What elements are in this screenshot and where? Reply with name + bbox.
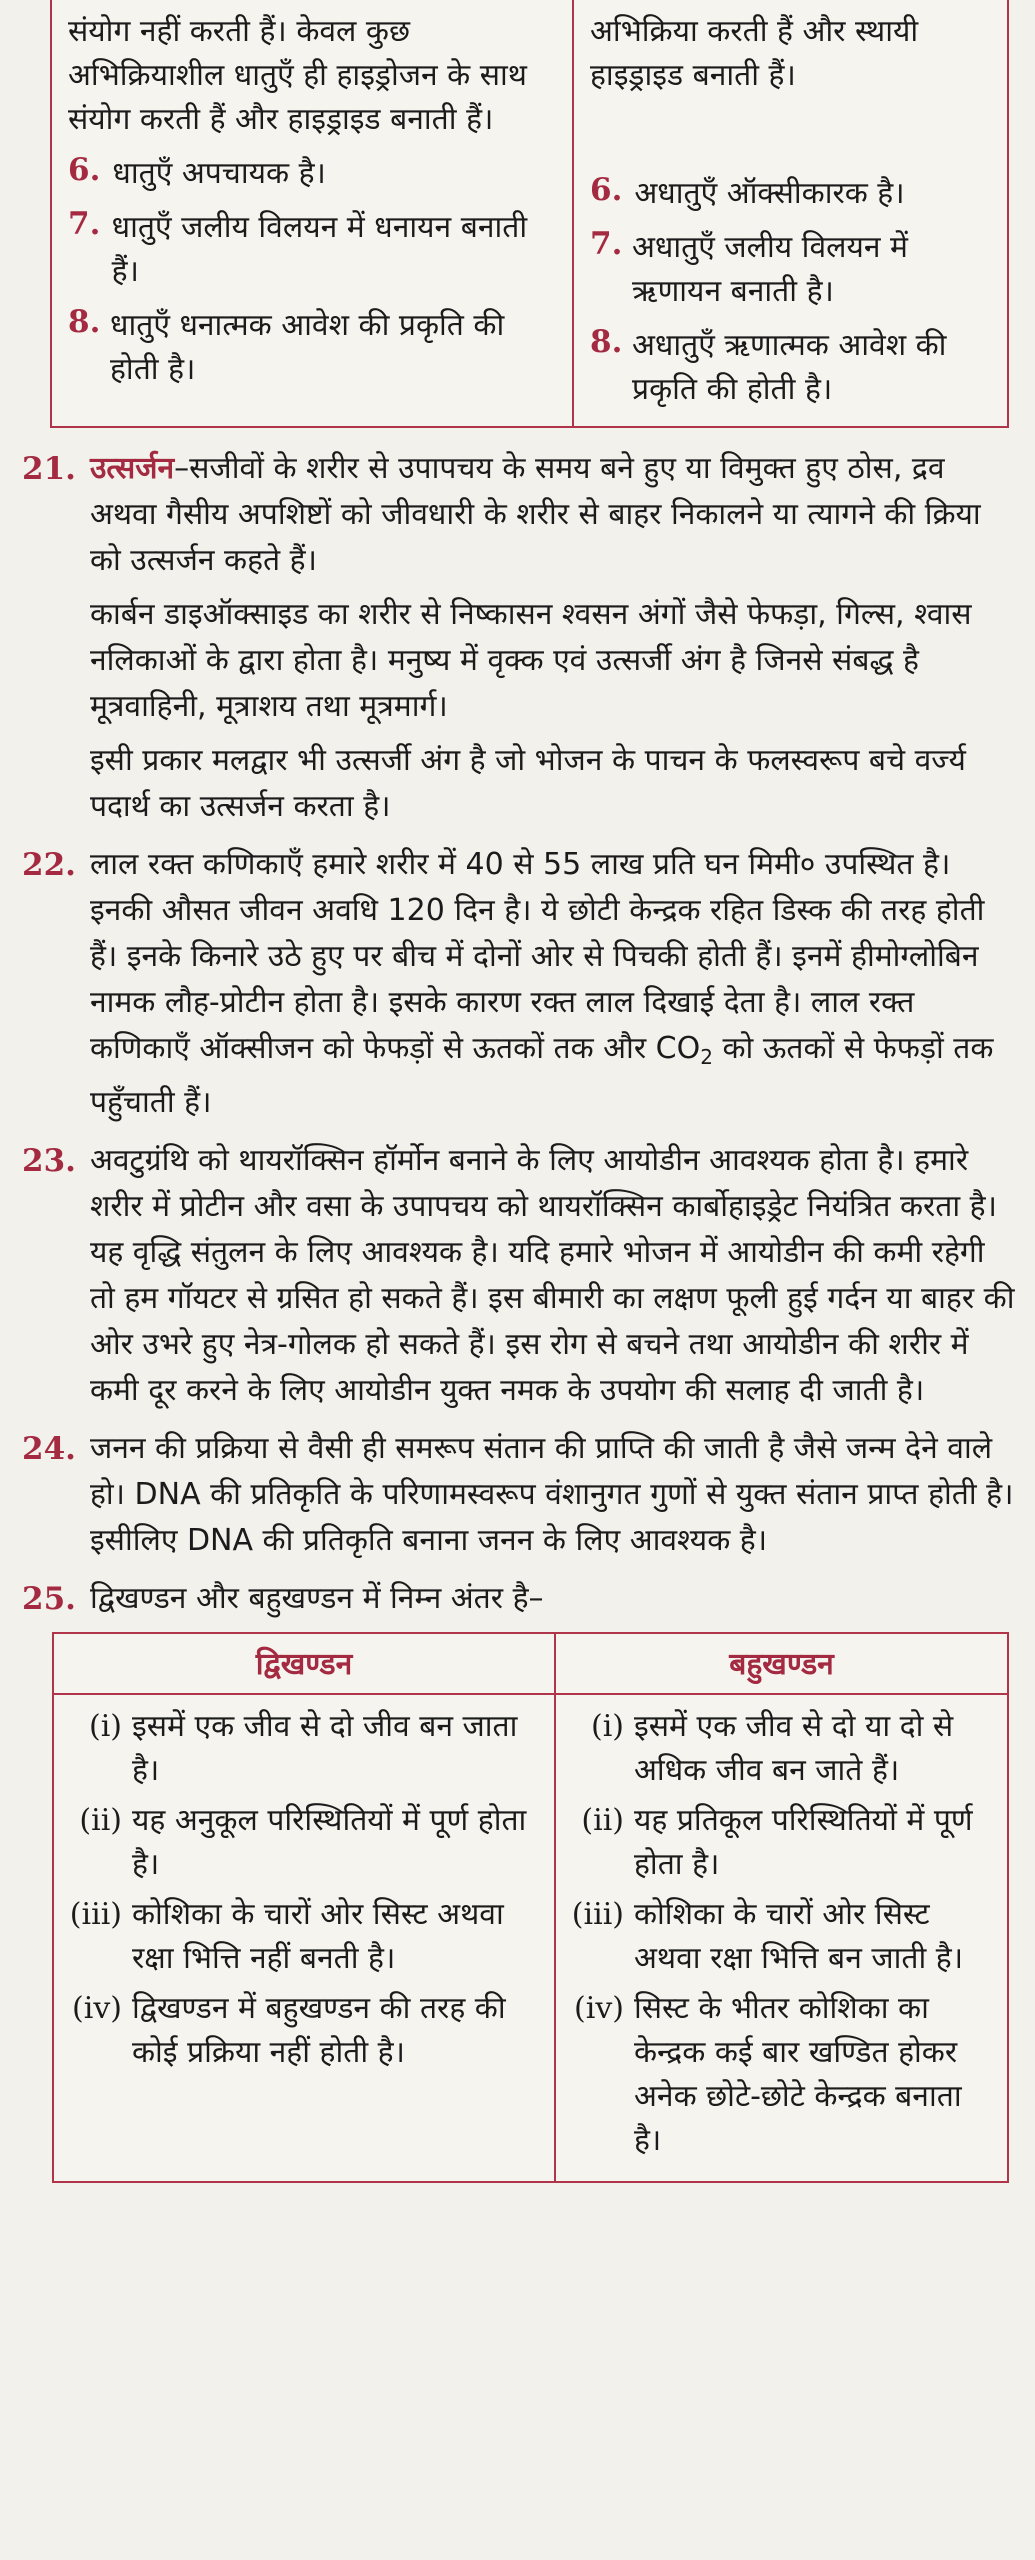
row-number: 6. bbox=[590, 172, 623, 208]
item-text: कोशिका के चारों ओर सिस्ट अथवा रक्षा भित्ति नहीं बनती है। bbox=[132, 1897, 504, 1976]
item-marker: (ii) bbox=[581, 1803, 624, 1838]
item-marker: (iii) bbox=[69, 1897, 122, 1932]
metal-column bbox=[52, 0, 572, 426]
item-marker: (ii) bbox=[79, 1803, 122, 1838]
answer-paragraph: जनन की प्रक्रिया से वैसी ही समरूप संतान की प्राप्ति की जाती है जैसे जन्म देने वाले हो। DNA की प्रतिकृति के परिणामस्वरूप वंशानुगत गुणों से युक्त संतान प्राप्त होती है। इसीलिए DNA की प्रतिकृति बनाना जनन के लिए आवश्यक है। bbox=[89, 1431, 1014, 1558]
row-number: 8. bbox=[590, 324, 623, 360]
list-item bbox=[568, 1987, 993, 2163]
question-number: 22. bbox=[22, 847, 76, 883]
answers-section bbox=[22, 446, 1017, 1622]
answer-21 bbox=[22, 446, 1017, 830]
row-text: धातुएँ धनात्मक आवेश की प्रकृति की होती है। bbox=[110, 308, 505, 387]
table-body bbox=[54, 1695, 1007, 2181]
list-item bbox=[66, 1987, 540, 2075]
row-number: 8. bbox=[68, 304, 101, 340]
list-item bbox=[568, 1893, 993, 1981]
answer-paragraph: अवटुग्रंथि को थायरॉक्सिन हॉर्मोन बनाने के लिए आयोडीन आवश्यक होता है। हमारे शरीर में प्रोटीन और वसा के उपापचय को थायरॉक्सिन कार्बोहाइड्रेट नियंत्रित करता है। यह वृद्धि संतुलन के लिए आवश्यक है। यदि हमारे भोजन में आयोडीन की कमी रहेगी तो हम गॉयटर से ग्रसित हो सकते हैं। इस बीमारी का लक्षण फूली हुई गर्दन या बाहर की ओर उभरे हुए नेत्र-गोलक हो सकते हैं। इस रोग से बचने तथा आयोडीन की शरीर में कमी दूर करने के लिए आयोडीन युक्त नमक के उपयोग की सलाह दी जाती है। bbox=[89, 1143, 1015, 1408]
answer-25 bbox=[22, 1576, 1017, 1622]
item-text: सिस्ट के भीतर कोशिका का केन्द्रक कई बार खण्डित होकर अनेक छोटे-छोटे केन्द्रक बनाता है। bbox=[634, 1991, 962, 2158]
question-number: 23. bbox=[22, 1143, 76, 1179]
item-marker: (i) bbox=[88, 1709, 122, 1744]
table-header bbox=[54, 1634, 1007, 1695]
question-number: 21. bbox=[22, 451, 76, 487]
row-text: अधातुएँ ऋणात्मक आवेश की प्रकृति की होती है। bbox=[632, 328, 947, 407]
list-item bbox=[568, 1799, 993, 1887]
metal-row-7 bbox=[68, 206, 554, 294]
metal-row-8 bbox=[68, 304, 554, 392]
nonmetal-row-6 bbox=[590, 172, 989, 216]
header-binary-fission: द्विखण्डन bbox=[255, 1647, 353, 1682]
paragraph-text: को ऊतकों से फेफड़ों तक पहुँचाती हैं। bbox=[89, 1031, 994, 1120]
row-text: धातुएँ जलीय विलयन में धनायन बनाती हैं। bbox=[111, 210, 528, 289]
binary-fission-column bbox=[54, 1695, 554, 2181]
item-text: यह अनुकूल परिस्थितियों में पूर्ण होता है। bbox=[132, 1803, 527, 1882]
metal-continued-text: संयोग नहीं करती हैं। केवल कुछ अभिक्रियाशील धातुएँ ही हाइड्रोजन के साथ संयोग करती हैं और हाइड्राइड बनाती हैं। bbox=[68, 14, 527, 137]
answer-paragraph bbox=[90, 446, 1017, 584]
row-text: अधातुएँ ऑक्सीकारक है। bbox=[634, 176, 905, 211]
row-number: 6. bbox=[68, 152, 101, 188]
list-item bbox=[66, 1705, 540, 1793]
nonmetal-continued-text: अभिक्रिया करती हैं और स्थायी हाइड्राइड बनाती हैं। bbox=[590, 14, 919, 93]
item-text: कोशिका के चारों ओर सिस्ट अथवा रक्षा भित्ति बन जाती है। bbox=[634, 1897, 964, 1976]
item-text: इसमें एक जीव से दो या दो से अधिक जीव बन जाते हैं। bbox=[634, 1709, 954, 1788]
fission-comparison-table bbox=[52, 1632, 1009, 2183]
metal-row-6 bbox=[68, 152, 554, 196]
item-marker: (iv) bbox=[72, 1991, 122, 2026]
item-marker: (i) bbox=[590, 1709, 624, 1744]
metal-nonmetal-table bbox=[50, 0, 1009, 428]
row-text: धातुएँ अपचायक है। bbox=[112, 156, 326, 191]
paragraph-text: –सजीवों के शरीर से उपापचय के समय बने हुए या विमुक्त हुए ठोस, द्रव अथवा गैसीय अपशिष्टों को जीवधारी के शरीर से बाहर निकालने या त्यागने की क्रिया को उत्सर्जन कहते हैं। bbox=[89, 451, 981, 578]
key-term: उत्सर्जन bbox=[89, 451, 175, 486]
multiple-fission-column bbox=[554, 1695, 1007, 2181]
answer-23 bbox=[22, 1138, 1017, 1414]
subscript: 2 bbox=[700, 1045, 713, 1069]
row-number: 7. bbox=[590, 226, 623, 262]
answer-paragraph bbox=[90, 842, 1017, 1126]
answer-paragraph: इसी प्रकार मलद्वार भी उत्सर्जी अंग है जो भोजन के पाचन के फलस्वरूप बचे वर्ज्य पदार्थ का उत्सर्जन करता है। bbox=[89, 743, 966, 824]
item-marker: (iv) bbox=[574, 1991, 624, 2026]
list-item bbox=[66, 1799, 540, 1887]
list-item bbox=[66, 1893, 540, 1981]
paragraph-text: लाल रक्त कणिकाएँ हमारे शरीर में 40 से 55 लाख प्रति घन मिमी० उपस्थित है। इनकी औसत जीवन अवधि 120 दिन है। ये छोटी केन्द्रक रहित डिस्क की तरह होती हैं। इनके किनारे उठे हुए पर बीच में दोनों ओर से पिचकी होती हैं। इनमें हीमोग्लोबिन नामक लौह-प्रोटीन होता है। इसके कारण रक्त लाल दिखाई देता है। लाल रक्त कणिकाएँ ऑक्सीजन को फेफड़ों से ऊतकों तक और CO bbox=[89, 847, 985, 1066]
nonmetal-row-8 bbox=[590, 324, 989, 412]
nonmetal-column bbox=[572, 0, 1007, 426]
question-number: 25. bbox=[22, 1581, 76, 1617]
answer-24 bbox=[22, 1426, 1017, 1564]
item-text: यह प्रतिकूल परिस्थितियों में पूर्ण होता है। bbox=[634, 1803, 973, 1882]
row-number: 7. bbox=[68, 206, 101, 242]
item-text: द्विखण्डन में बहुखण्डन की तरह की कोई प्रक्रिया नहीं होती है। bbox=[132, 1991, 506, 2070]
row-text: अधातुएँ जलीय विलयन में ऋणायन बनाती है। bbox=[632, 230, 908, 309]
answer-paragraph: कार्बन डाइऑक्साइड का शरीर से निष्कासन श्वसन अंगों जैसे फेफड़ा, गिल्स, श्वास नलिकाओं के द्वारा होता है। मनुष्य में वृक्क एवं उत्सर्जी अंग है जिनसे संबद्ध है मूत्रवाहिनी, मूत्राशय तथा मूत्रमार्ग। bbox=[89, 597, 972, 724]
question-number: 24. bbox=[22, 1431, 76, 1467]
answer-paragraph: द्विखण्डन और बहुखण्डन में निम्न अंतर है– bbox=[89, 1581, 544, 1616]
item-marker: (iii) bbox=[571, 1897, 624, 1932]
header-multiple-fission: बहुखण्डन bbox=[554, 1634, 1007, 1693]
nonmetal-row-7 bbox=[590, 226, 989, 314]
item-text: इसमें एक जीव से दो जीव बन जाता है। bbox=[132, 1709, 518, 1788]
list-item bbox=[568, 1705, 993, 1793]
answer-22 bbox=[22, 842, 1017, 1126]
